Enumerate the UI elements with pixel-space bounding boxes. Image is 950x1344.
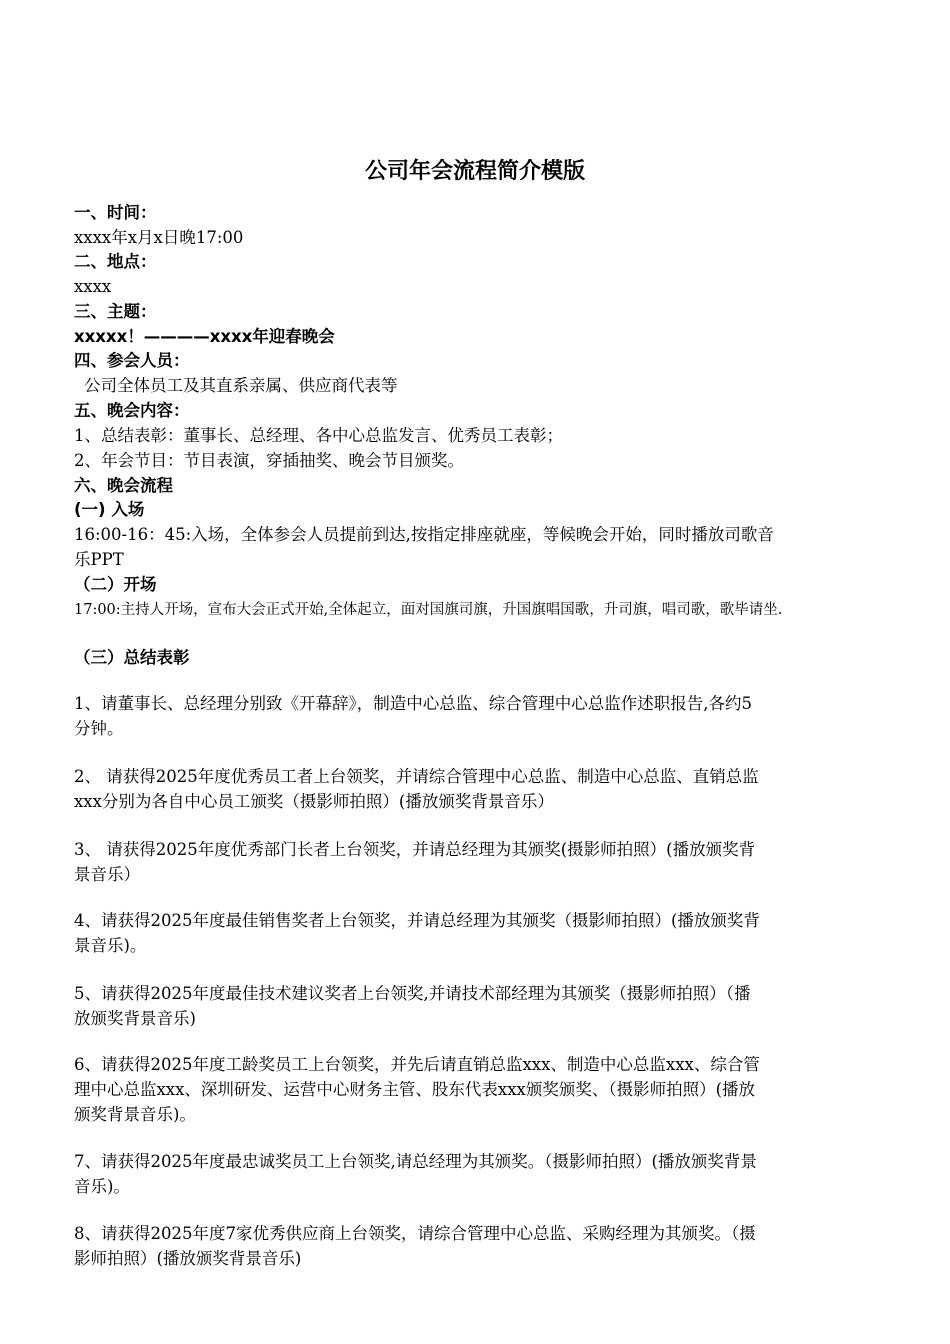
document-title: 公司年会流程简介模版 xyxy=(364,159,585,184)
award-item-5-line-2: 放颁奖背景音乐) xyxy=(74,1009,196,1028)
award-item-1-line-2: 分钟。 xyxy=(74,719,124,738)
award-item-4-line-2: 景音乐)。 xyxy=(74,936,147,955)
award-item-4-line-1: 4、请获得2025年度最佳销售奖者上台领奖，并请总经理为其颁奖（摄影师拍照）(播放颁奖背 xyxy=(74,911,760,930)
award-item-3-line-1: 3、 请获得2025年度优秀部门长者上台领奖，并请总经理为其颁奖(摄影师拍照）(播放颁奖背 xyxy=(74,840,756,859)
time-value: xxxx年x月x日晚17:00 xyxy=(74,228,244,247)
section-heading-time: 一、时间： xyxy=(74,203,157,222)
section-heading-theme: 三、主题： xyxy=(74,302,157,321)
award-item-8-line-2: 影师拍照）(播放颁奖背景音乐) xyxy=(74,1249,302,1268)
award-item-7-line-1: 7、请获得2025年度最忠诚奖员工上台领奖,请总经理为其颁奖。（摄影师拍照）(播放颁奖背景 xyxy=(74,1152,757,1171)
attendees-value: 公司全体员工及其直系亲属、供应商代表等 xyxy=(84,376,398,395)
section-heading-flow: 六、晚会流程 xyxy=(74,476,173,495)
entry-text-line-2: 乐PPT xyxy=(74,550,124,569)
award-item-6-line-3: 颁奖背景音乐)。 xyxy=(74,1105,196,1124)
award-item-1-line-1: 1、请董事长、总经理分别致《开幕辞》，制造中心总监、综合管理中心总监作述职报告,各约5 xyxy=(74,694,752,713)
subheading-opening: （二）开场 xyxy=(74,575,157,594)
award-item-6-line-2: 理中心总监xxx、深圳研发、运营中心财务主管、股东代表xxx颁奖颁奖、（摄影师拍照）(播放 xyxy=(74,1080,756,1099)
section-heading-attendees: 四、参会人员： xyxy=(74,351,190,370)
section-heading-content: 五、晚会内容： xyxy=(74,401,190,420)
opening-text: 17:00:主持人开场，宣布大会正式开始,全体起立，面对国旗司旗，升国旗唱国歌，升司旗，唱司歌，歌毕请坐. xyxy=(74,602,783,618)
award-item-2-line-1: 2、 请获得2025年度优秀员工者上台领奖，并请综合管理中心总监、制造中心总监、直销总监 xyxy=(74,767,759,786)
content-item-2: 2、年会节目：节目表演，穿插抽奖、晚会节目颁奖。 xyxy=(74,451,464,470)
award-item-2-line-2: xxx分别为各自中心员工颁奖（摄影师拍照）(播放颁奖背景音乐） xyxy=(74,792,554,811)
content-item-1: 1、总结表彰：董事长、总经理、各中心总监发言、优秀员工表彰； xyxy=(74,426,563,445)
award-item-6-line-1: 6、请获得2025年度工龄奖员工上台领奖，并先后请直销总监xxx、制造中心总监xxx、综合管 xyxy=(74,1055,760,1074)
subheading-awards: （三）总结表彰 xyxy=(74,648,190,667)
entry-text-line-1: 16:00-16：45:入场，全体参会人员提前到达,按指定排座就座，等候晚会开始，同时播放司歌音 xyxy=(74,525,774,544)
theme-value: xxxxx！————xxxx年迎春晚会 xyxy=(74,327,335,346)
subheading-entry: (一) 入场 xyxy=(74,500,145,519)
award-item-5-line-1: 5、请获得2025年度最佳技术建议奖者上台领奖,并请技术部经理为其颁奖（摄影师拍照）（播 xyxy=(74,984,751,1003)
award-item-8-line-1: 8、请获得2025年度7家优秀供应商上台领奖，请综合管理中心总监、采购经理为其颁奖。（摄 xyxy=(74,1224,756,1243)
section-heading-location: 二、地点： xyxy=(74,252,157,271)
award-item-3-line-2: 景音乐） xyxy=(74,865,140,884)
award-item-7-line-2: 音乐)。 xyxy=(74,1177,130,1196)
location-value: xxxx xyxy=(74,277,112,296)
